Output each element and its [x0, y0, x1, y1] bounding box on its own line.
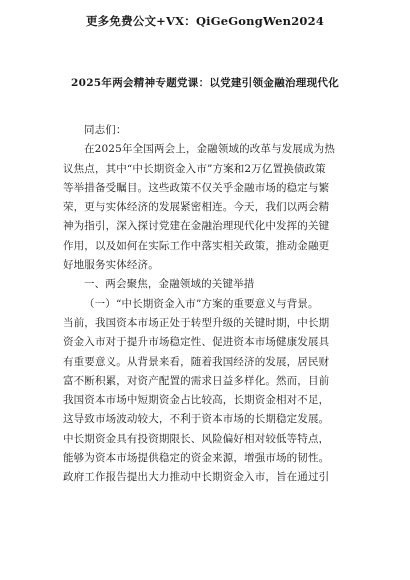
- paragraph-line: 这导致市场波动较大，不利于资本市场的长期稳定发展。: [63, 413, 330, 426]
- paragraph-line: 等举措备受瞩目。这些政策不仅关乎金融市场的稳定与繁: [63, 181, 330, 194]
- document-body: [63, 121, 349, 488]
- paragraph-line: 在2025年全国两会上，金融领域的改革与发展成为热: [84, 143, 335, 156]
- subsection-heading: （一）“中长期资金入市”方案的重要意义与背景。: [84, 297, 319, 310]
- paragraph-line: 富不断积累，对资产配置的需求日益多样化。然而，目前: [63, 374, 330, 387]
- paragraph-line: 好地服务实体经济。: [63, 259, 159, 272]
- paragraph-line: 议焦点，其中“中长期资金入市”方案和2万亿置换债政策: [63, 162, 326, 175]
- paragraph-line: 我国资本市场中短期资金占比较高，长期资金相对不足，: [63, 394, 330, 407]
- paragraph-line: 有重要意义。从背景来看，随着我国经济的发展，居民财: [63, 355, 330, 368]
- paragraph-line: 资金入市对于提升市场稳定性、促进资本市场健康发展具: [63, 336, 330, 349]
- paragraph-line: 神为指引，深入探讨党建在金融治理现代化中发挥的关键: [63, 220, 330, 233]
- salutation: 同志们：: [84, 124, 127, 136]
- promo-header: 更多免费公文+VX：QiGeGongWen2024: [85, 14, 325, 28]
- paragraph-line: 中长期资金具有投资期限长、风险偏好相对较低等特点，: [63, 432, 330, 445]
- paragraph-line: 荣，更与实体经济的发展紧密相连。今天，我们以两会精: [63, 201, 330, 214]
- document-title: 2025年两会精神专题党课：以党建引领金融治理现代化: [70, 77, 340, 89]
- paragraph-line: 能够为资本市场提供稳定的资金来源，增强市场的韧性。: [63, 452, 330, 465]
- paragraph-line: 作用，以及如何在实际工作中落实相关政策，推动金融更: [63, 239, 330, 252]
- paragraph-line: 当前，我国资本市场正处于转型升级的关键时期，中长期: [63, 316, 330, 329]
- paragraph-line: 政府工作报告提出大力推动中长期资金入市，旨在通过引: [63, 471, 330, 484]
- section-heading: 一、两会聚焦，金融领域的关键举措: [84, 278, 255, 291]
